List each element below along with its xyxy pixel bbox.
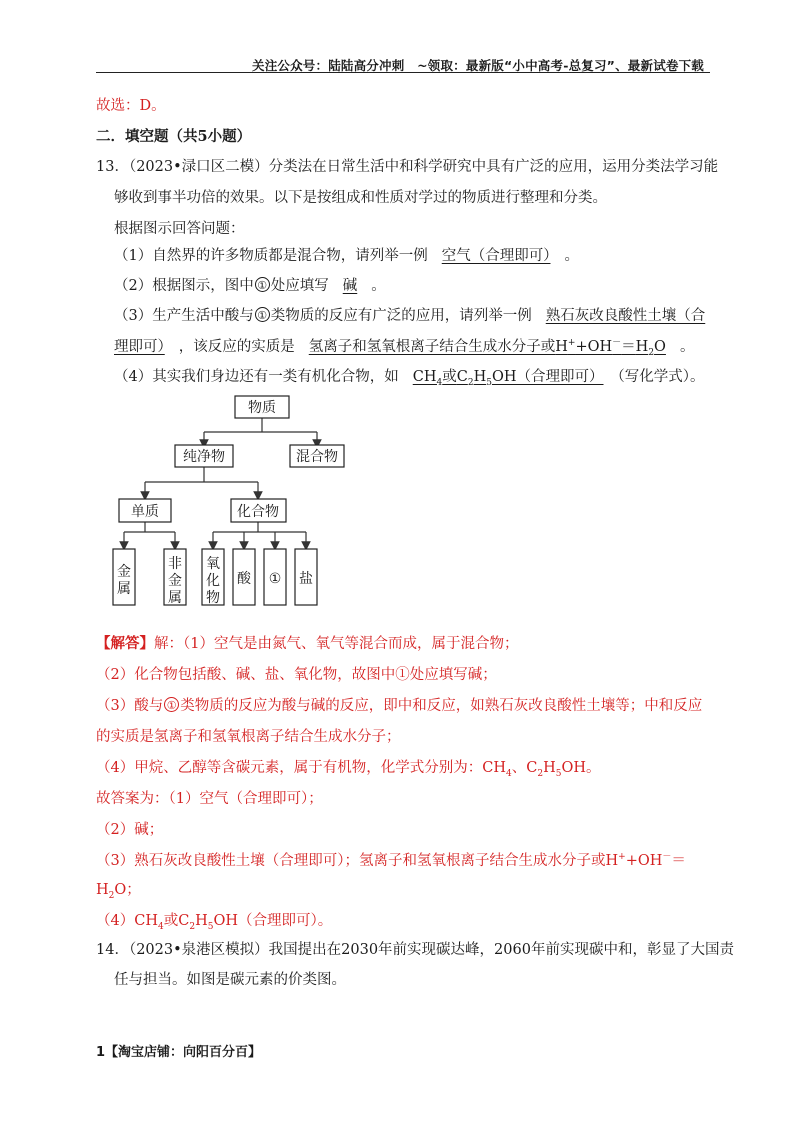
q13-part1: （1）自然界的许多物质都是混合物，请列举一例 空气（合理即可） 。 [114, 248, 579, 264]
answer-2: （2）碱； [96, 822, 164, 838]
node-compound: 化合物 [237, 504, 279, 520]
answers-title: 故答案为：（1）空气（合理即可）； [96, 791, 323, 807]
solution-line1: 【解答】解：（1）空气是由氮气、氧气等混合而成，属于混合物； [96, 635, 519, 652]
q13-part4-answer: $CH_4$或$C_2H_5OH$（合理即可） [412, 369, 604, 388]
q13-part3-answer-b: 理即可） [114, 339, 165, 355]
node-pure: 纯净物 [183, 449, 225, 465]
circle-one-marker: ① [164, 697, 179, 712]
page-number: 1 [96, 1045, 106, 1060]
page-header: 关注公众号：陆陆高分冲刺 ~领取：最新版“小中高考-总复习”、最新试卷下载 [252, 58, 704, 73]
solution-line5: （4）甲烷、乙醇等含碳元素，属于有机物，化学式分别为：$CH_4$、$C_2H_5OH$。 [96, 760, 601, 779]
q13-stem-line2: 够收到事半功倍的效果。以下是按组成和性质对学过的物质进行整理和分类。 [114, 190, 607, 206]
q13-part1-answer: 空气（合理即可） [441, 248, 551, 264]
node-nonmetal: 非金属 [168, 556, 182, 606]
node-acid: 酸 [237, 571, 251, 587]
solution-line2: （2）化合物包括酸、碱、盐、氧化物，故图中①处应填写碱； [96, 667, 497, 683]
node-blank: ① [268, 571, 282, 587]
q14-line1: 14．（2023•泉港区模拟）我国提出在2030年前实现碳达峰，2060年前实现碳中和，彰显了大国责 [96, 942, 734, 958]
q13-stem-line3: 根据图示回答问题： [114, 221, 245, 237]
q13-part2-answer: 碱 [342, 278, 358, 294]
q13-part3-answer2: 氢离子和氢氧根离子结合生成水分子或$H^++OH^-=H_2O$ [308, 338, 666, 358]
q13-part4: （4）其实我们身边还有一类有机化合物，如 $CH_4$或$C_2H_5OH$（合理即可） （写化学式）。 [114, 369, 705, 388]
answer-4: $(4)CH_4$或$C_2H_5OH$（合理即可）。 [96, 913, 333, 932]
answer-3-line1: （3）熟石灰改良酸性土壤（合理即可）；氢离子和氢氧根离子结合生成水分子或H++OH－＝ [96, 852, 686, 869]
q14-line2: 任与担当。如图是碳元素的价类图。 [114, 972, 346, 988]
q13-stem-line1: 13．（2023•渌口区二模）分类法在日常生活中和科学研究中具有广泛的应用，运用分类法学习能 [96, 159, 719, 175]
node-oxide: 氧化物 [206, 556, 220, 606]
node-root: 物质 [248, 400, 276, 416]
previous-answer: 故选：D。 [96, 98, 166, 114]
q13-part3-line1: （3）生产生活中酸与 ① 类物质的反应有广泛的应用，请列举一例 熟石灰改良酸性土壤（合 [114, 308, 706, 324]
page-footer: 1【淘宝店铺：向阳百分百】 [96, 1045, 262, 1060]
node-metal: 金属 [117, 564, 131, 597]
circle-one-marker: ① [255, 307, 270, 322]
answer-3-line2: $H_2O$； [96, 882, 141, 901]
solution-line4: 的实质是氢离子和氢氧根离子结合生成水分子； [96, 729, 401, 745]
q13-part3-answer-a: 熟石灰改良酸性土壤（合 [545, 308, 706, 324]
q13-part2: （2）根据图示，图中 ① 处应填写 碱 。 [114, 278, 386, 294]
section-title: 二．填空题（共5小题） [96, 128, 252, 145]
q13-part3-line2: 理即可） ，该反应的实质是 氢离子和氢氧根离子结合生成水分子或$H^++OH^-=H_2O$ 。 [96, 337, 694, 357]
node-mixture: 混合物 [296, 449, 338, 465]
solution-line3: （3）酸与 ① 类物质的反应为酸与碱的反应，即中和反应，如熟石灰改良酸性土壤等；中和反应 [96, 698, 703, 714]
circle-one-marker: ① [255, 277, 270, 292]
node-element: 单质 [131, 504, 159, 520]
node-salt: 盐 [299, 571, 313, 587]
